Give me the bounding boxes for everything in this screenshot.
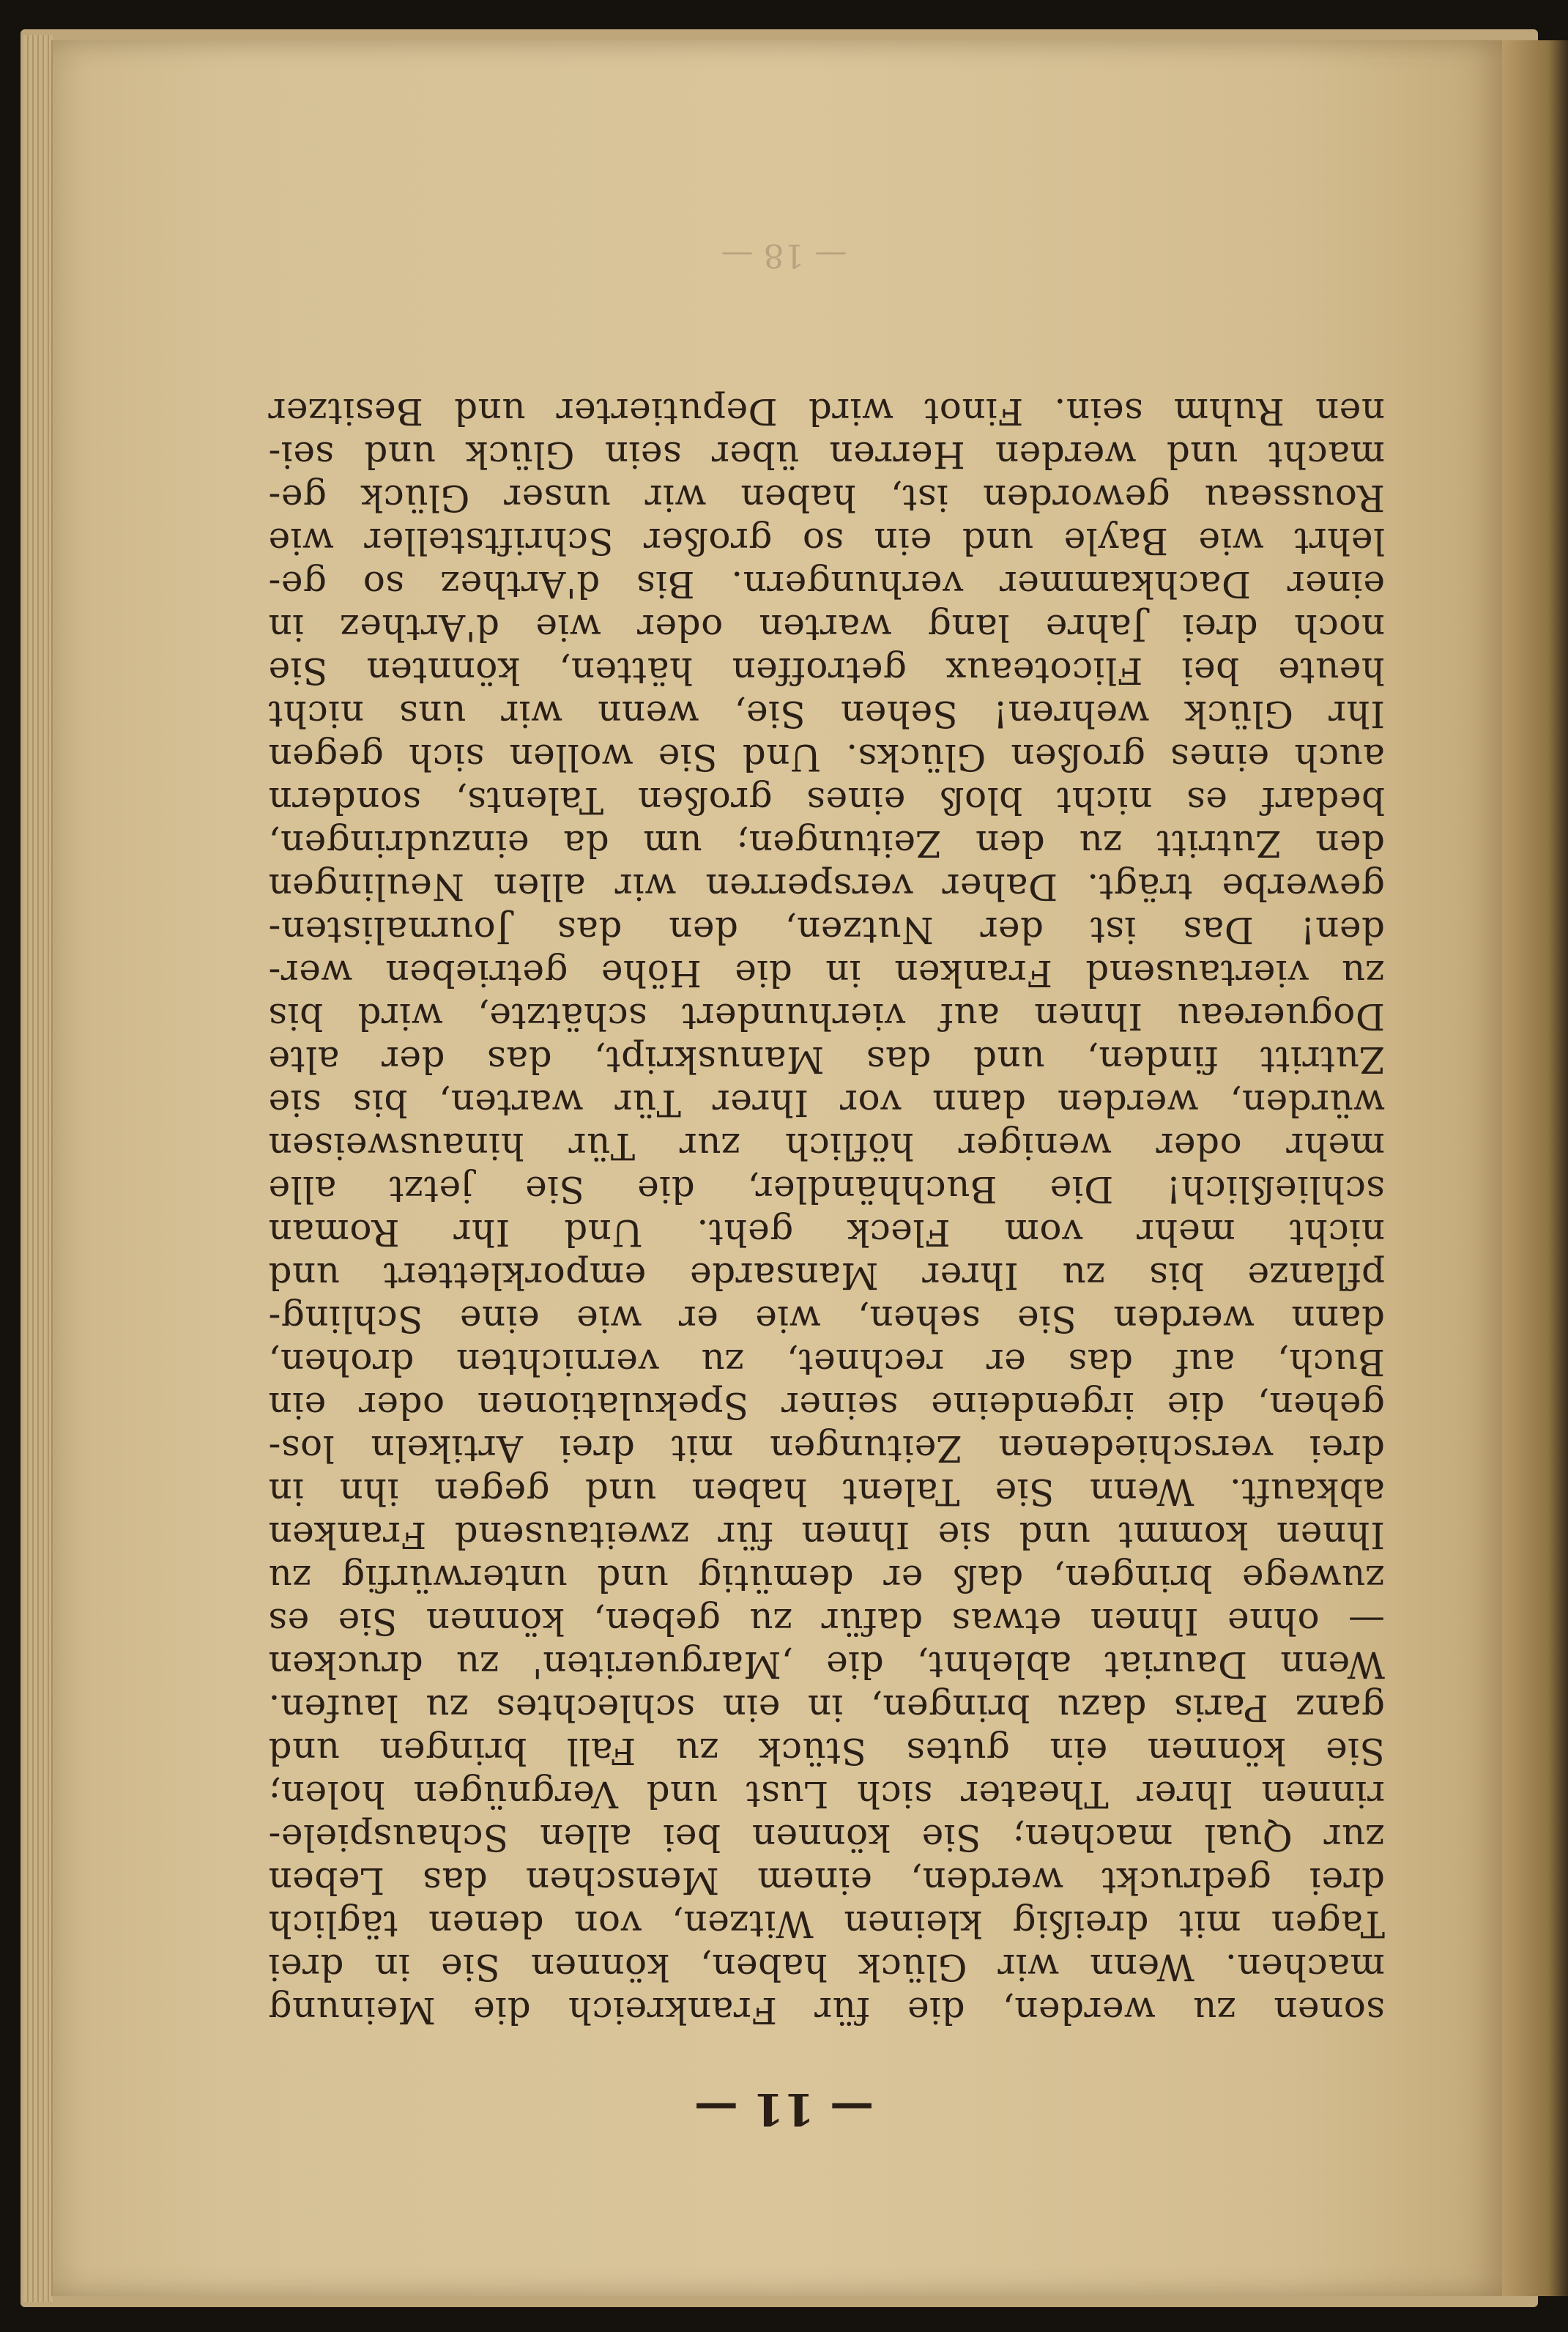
text-line: Ihr Glück wehren! Sehen Sie, wenn wir uns nicht (268, 693, 1385, 735)
text-line: nicht mehr vom Fleck geht. Und Ihr Roman (268, 1211, 1385, 1254)
text-line: drei verschiedenen Zeitungen mit drei Artikeln los- (268, 1427, 1385, 1470)
text-line: Ihnen kommt und sie Ihnen für zweitausend Franken (268, 1514, 1385, 1556)
text-line: zur Qual machen; Sie können bei allen Schauspiele- (268, 1816, 1385, 1859)
text-line: Buch, auf das er rechnet, zu vernichten drohen, (268, 1341, 1385, 1384)
text-line: schließlich! Die Buchhändler, die Sie jetzt alle (268, 1168, 1385, 1211)
text-line: noch drei Jahre lang warten oder wie d'Arthez in (268, 606, 1385, 649)
text-line: ganz Paris dazu bringen, in ein schlechtes zu laufen. (268, 1687, 1385, 1729)
text-line: bedarf es nicht bloß eines großen Talents, sondern (268, 779, 1385, 822)
text-line: Zutritt finden, und das Manuskript, das der alte (268, 1039, 1385, 1081)
text-line: den! Das ist der Nutzen, den das Journalisten- (268, 909, 1385, 951)
text-line: einer Dachkammer verhungern. Bis d'Arthez so ge- (268, 563, 1385, 606)
text-line: gewerbe trägt. Daher versperren wir allen Neulingen (268, 866, 1385, 908)
text-line: nen Ruhm sein. Finot wird Deputierter und Besitzer (268, 390, 1385, 433)
text-line: Sie können ein gutes Stück zu Fall bringen und (268, 1730, 1385, 1772)
text-line: pflanze bis zu Ihrer Mansarde emporklettert und (268, 1255, 1385, 1297)
text-line: sonen zu werden, die für Frankreich die Meinung (268, 1989, 1385, 2032)
text-line: zu viertausend Franken in die Höhe getrieben wer- (268, 952, 1385, 995)
text-line: heute bei Flicoteaux getroffen hätten, könnten Sie (268, 650, 1385, 692)
text-line: macht und werden Herren über sein Glück und sei- (268, 434, 1385, 476)
text-line: Wenn Dauriat ablehnt, die ‚Margueriten' zu drucken (268, 1644, 1385, 1686)
bleed-through-page-number: — 18 — (721, 237, 847, 274)
text-line: gehen, die irgendeine seiner Spekulationen oder ein (268, 1384, 1385, 1427)
text-line: abkauft. Wenn Sie Talent haben und gegen ihn in (268, 1471, 1385, 1513)
body-text (268, 390, 1385, 2032)
text-line: würden, werden dann vor Ihrer Tür warten, bis sie (268, 1082, 1385, 1124)
text-line: machen. Wenn wir Glück haben, können Sie in drei (268, 1946, 1385, 1988)
text-line: auch eines großen Glücks. Und Sie wollen sich gegen (268, 736, 1385, 779)
text-line: rinnen Ihrer Theater sich Lust und Vergnügen holen; (268, 1773, 1385, 1816)
text-line: — ohne Ihnen etwas dafür zu geben, können Sie es (268, 1600, 1385, 1643)
text-line: drei gedruckt werden, einem Menschen das Leben (268, 1860, 1385, 1902)
text-line: Tagen mit dreißig kleinen Witzen, von denen täglich (268, 1903, 1385, 1945)
text-line: mehr oder weniger höflich zur Tür hinausweisen (268, 1125, 1385, 1167)
text-line: dann werden Sie sehen, wie er wie eine Schling- (268, 1298, 1385, 1340)
text-line: zuwege bringen, daß er demütig und unterwürfig zu (268, 1557, 1385, 1600)
text-line: den Zutritt zu den Zeitungen; um da einzudringen, (268, 822, 1385, 865)
text-line: Doguereau Ihnen auf vierhundert schätzte, wird bis (268, 995, 1385, 1038)
page-number: — 11 — (694, 2083, 874, 2134)
text-line: Rousseau geworden ist, haben wir unser Glück ge- (268, 477, 1385, 519)
text-line: lehrt wie Bayle und ein so großer Schriftsteller wie (268, 520, 1385, 562)
